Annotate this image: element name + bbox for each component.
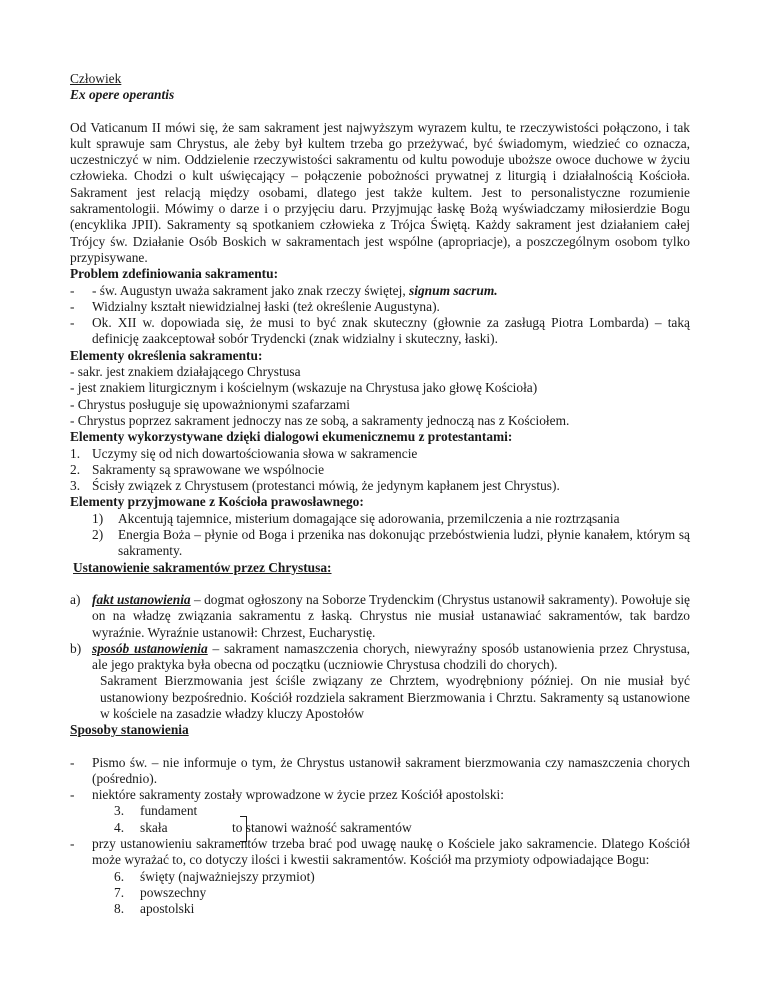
list-item — [70, 592, 690, 641]
list-item — [70, 885, 690, 901]
list-marker: - — [70, 315, 75, 331]
list-item — [70, 283, 690, 299]
elementy-line-1 — [70, 364, 690, 380]
bierzmowanie-paragraph: Sakrament Bierzmowania jest ściśle związany ze Chrztem, wyodrębniony później. On nie musiał być ustanowiony bezpośrednio. Kościół rozdziela sakrament Bierzmowania i Chrztu. Sakramenty są ustanowione w kościele na zasadzie władzy kluczy Apostołów — [100, 673, 690, 721]
sub-item-text: powszechny — [140, 884, 207, 900]
sposob-ustanowienia-text: – sakrament namaszczenia chorych, niewyraźny sposób ustanowienia przez Chrystusa, ale jego praktyka była obecna od początku (uczniowie Chrystusa chodzili do chorych). — [92, 640, 690, 673]
list-item — [70, 803, 690, 819]
list-item — [70, 478, 690, 494]
list-marker: - — [70, 282, 75, 298]
list-item — [70, 462, 690, 478]
sub-item-text: święty (najważniejszy przymiot) — [140, 868, 315, 884]
signum-sacrum-emph: signum sacrum. — [409, 282, 498, 298]
list-marker: - — [70, 298, 75, 314]
list-number: 1. — [70, 445, 81, 461]
sub-item-text: fundament — [140, 803, 198, 819]
intro-paragraph: Od Vaticanum II mówi się, że sam sakrament jest najwyższym wyrazem kultu, te rzeczywistości połączono, i tak kult sprawuje sam Chrystus, ale żeby był kultem trzeba go przeżywać, być świadomym, wiedzieć co oznacza, uczestniczyć w nim. Oddzielenie rzeczywistości sakramentu od kultu powoduje uboższe owoce duchowe w życiu człowieka. Chodzi o kult uświęcający – połączenie pobożności prywatnej z liturgią i działalnością Kościoła. Sakrament jest relacją między osobami, dlatego jest także kultem. Jest to personalistyczne rozumienie sakramentologii. Mówimy o darze i o przyjęciu daru. Przyjmując łaskę Bożą wyświadczamy miłosierdzie Bogu (encyklika JPII). Sakramenty są spotkaniem człowieka z Trójca Świętą. Każdy sakrament jest działaniem całej Trójcy św. Działanie Osób Boskich w sakramentach jest wspólne (apropriacje), a poszczególnym osobom tylko przypisywane. — [70, 119, 690, 265]
prawoslawie-item-text: Energia Boża – płynie od Boga i przenika nas dokonując przebóstwienia ludzi, płynie kanałem, którym są sakramenty. — [118, 527, 690, 559]
list-item — [70, 787, 690, 803]
ekumen-heading: Elementy wykorzystywane dzięki dialogowi ekumenicznemu z protestantami: — [70, 429, 513, 445]
list-number: 4. — [114, 819, 125, 835]
elementy-line-3: - Chrystus posługuje się upoważnionymi szafarzami — [70, 396, 351, 412]
list-item — [70, 315, 690, 348]
elementy-line-1-b: . jest znakiem działającego Chrystusa — [99, 364, 301, 380]
page-subtitle: Ex opere operantis — [70, 87, 175, 103]
prawoslawie-heading: Elementy przyjmowane z Kościoła prawosławnego: — [70, 494, 364, 510]
list-marker: - — [70, 787, 75, 803]
list-number: 8. — [114, 901, 125, 917]
list-number: 6. — [114, 868, 125, 884]
list-item — [70, 641, 690, 674]
prawoslawie-item-text: Akcentują tajemnice, misterium domagające się adorowania, przemilczenia a nie roztrząsania — [118, 510, 620, 526]
list-marker: - — [70, 754, 75, 770]
ekumen-item-text: Ścisły związek z Chrystusem (protestanci mówią, że jedynym kapłanem jest Chrystus). — [92, 478, 560, 494]
sposoby-item-3-text: przy ustanowieniu sakramentów trzeba brać pod uwagę naukę o Kościele jako sakramencie. Dlatego Kościół może wyrażać to, co dotyczy ilości i kwestii sakramentów. Kościół ma przymioty odpowiadające Bogu: — [92, 836, 690, 868]
list-item — [70, 446, 690, 462]
document-page — [70, 71, 690, 918]
elementy-line-2: - jest znakiem liturgicznym i kościelnym (wskazuje na Chrystusa jako głowę Kościoła) — [70, 380, 538, 396]
list-number: 3. — [70, 478, 81, 494]
elementy-line-1-a: - sakr — [70, 364, 100, 380]
list-item — [70, 299, 690, 315]
problem-item-1-text: - św. Augustyn uważa sakrament jako znak rzeczy świętej, — [92, 282, 410, 298]
sposob-ustanowienia-emph: sposób ustanowienia — [92, 640, 208, 656]
list-item — [70, 836, 690, 869]
ekumen-item-text: Uczymy się od nich dowartościowania słowa w sakramencie — [92, 445, 418, 461]
fakt-ustanowienia-text: – dogmat ogłoszony na Soborze Trydenckim (Chrystus ustanowił sakramenty). Powołuje się on na władzę związania sakramentu z łaską. Chrystus nie musiał ustanawiać sakramentów, tak bardzo wyraźnie. Wyraźnie ustanowił: Chrzest, Eucharystię. — [92, 591, 691, 640]
list-letter: b) — [70, 640, 82, 656]
list-number: 1) — [92, 510, 104, 526]
sposoby-item-2-text: niektóre sakramenty zostały wprowadzone w życie przez Kościół apostolski: — [92, 787, 504, 803]
sposoby-item-1-text: Pismo św. – nie informuje o tym, że Chrystus ustanowił sakrament bierzmowania czy namaszczenia chorych (pośrednio). — [92, 754, 690, 786]
list-number: 3. — [114, 803, 125, 819]
ekumen-item-text: Sakramenty są sprawowane we wspólnocie — [92, 461, 325, 477]
problem-item-3-text: Ok. XII w. dopowiada się, że musi to być znak skuteczny (głownie za zasługą Piotra Lombarda) – taką definicję zaakceptował sobór Trydencki (znak widzialny i skuteczny, łaski). — [92, 315, 690, 347]
sub-item-text: skała — [140, 819, 168, 835]
elementy-line-4: - Chrystus poprzez sakrament jednoczy nas ze sobą, a sakramenty jednoczą nas z Kościołem. — [70, 412, 570, 428]
list-number: 7. — [114, 884, 125, 900]
list-item — [70, 527, 690, 560]
validity-note: to stanowi ważność sakramentów — [232, 819, 412, 835]
list-item — [70, 820, 690, 836]
list-letter: a) — [70, 591, 81, 607]
page-title: Człowiek — [70, 71, 122, 86]
list-item — [70, 511, 690, 527]
problem-item-2-text: Widzialny kształt niewidzialnej łaski (też określenie Augustyna). — [92, 298, 440, 314]
problem-heading: Problem zdefiniowania sakramentu: — [70, 266, 279, 282]
sposoby-heading: Sposoby stanowienia — [70, 722, 189, 738]
list-item — [70, 901, 690, 917]
list-item — [70, 755, 690, 788]
list-number: 2) — [92, 527, 104, 543]
list-item — [70, 869, 690, 885]
elementy-heading: Elementy określenia sakramentu: — [70, 347, 263, 363]
list-number: 2. — [70, 461, 81, 477]
fakt-ustanowienia-emph: fakt ustanowienia — [92, 591, 191, 607]
list-marker: - — [70, 836, 75, 852]
sub-item-text: apostolski — [140, 901, 195, 917]
ustanowienie-heading: Ustanowienie sakramentów przez Chrystusa: — [73, 559, 332, 575]
